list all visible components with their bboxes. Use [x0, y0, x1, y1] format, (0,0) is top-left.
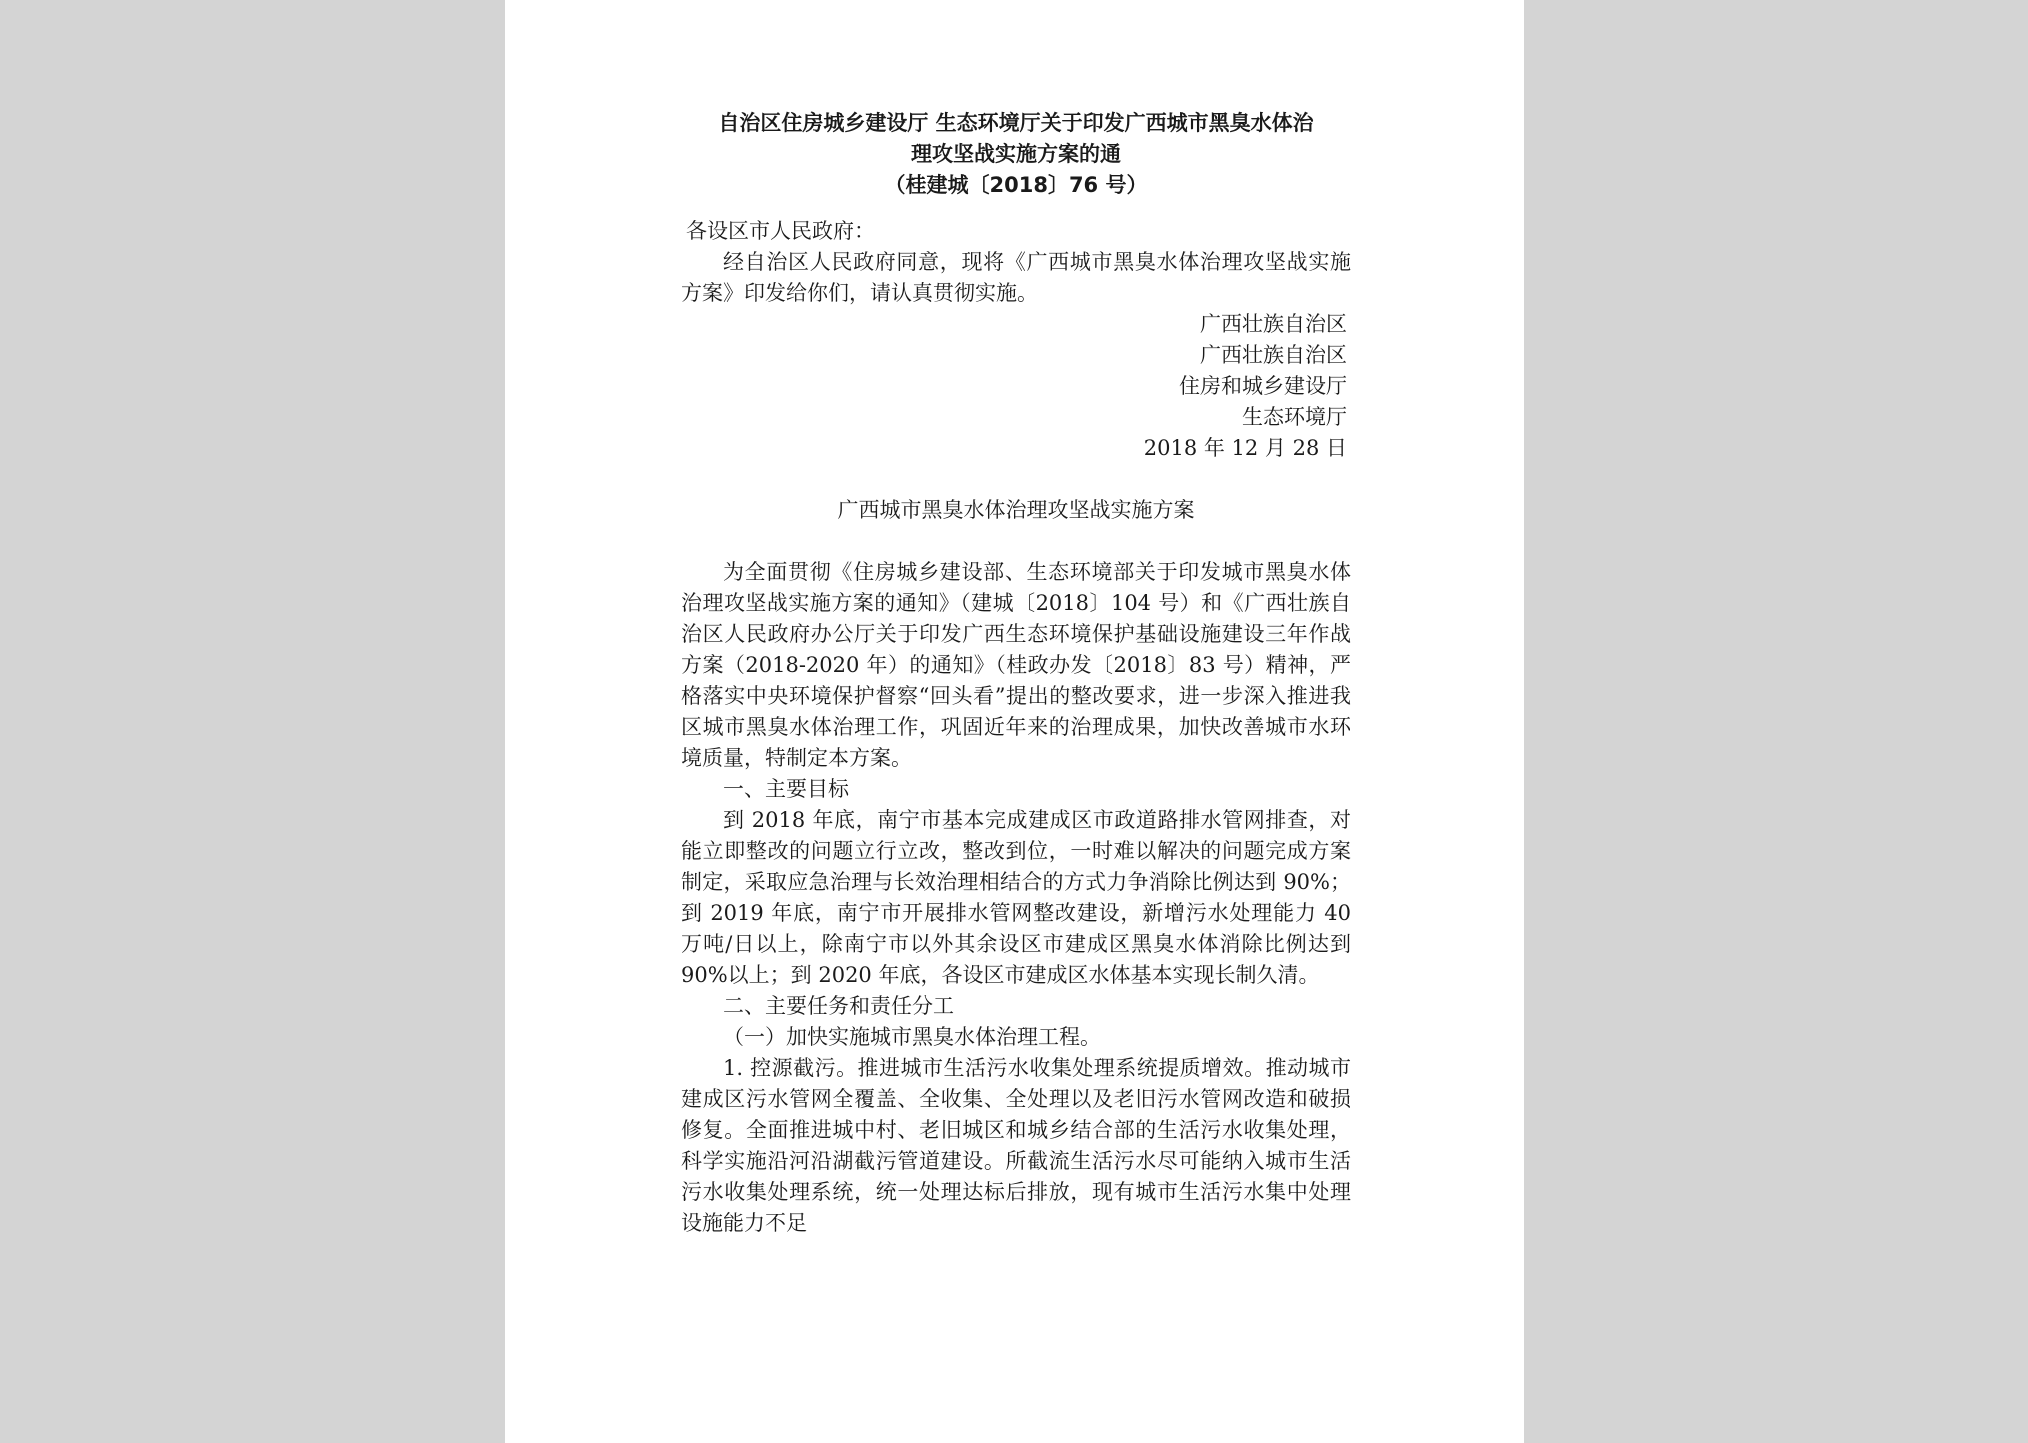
notice-section — [681, 216, 1351, 1239]
subsection-heading: （一）加快实施城市黑臭水体治理工程。 — [723, 1025, 1101, 1049]
title-line-2: 理攻坚战实施方案的通 — [911, 142, 1121, 166]
section-heading: 二、主要任务和责任分工 — [723, 994, 954, 1018]
section-body: 到 2018 年底，南宁市基本完成建成区市政道路排水管网排查，对能立即整改的问题立行立改，整改到位，一时难以解决的问题完成方案制定，采取应急治理与长效治理相结合的方式力争消除比例达到 90%；到 2019 年底，南宁市开展排水管网整改建设，新增污水处理能力 40 万吨/日以上，除南宁市以外其余设区市建成区黑臭水体消除比例达到 90%以上；到 2020 年底，各设区市建成区水体基本实现长制久清。 — [681, 808, 1351, 987]
signature-block — [681, 309, 1351, 464]
document-title — [681, 108, 1351, 201]
document-number: （桂建城〔2018〕76 号） — [884, 173, 1148, 197]
signatory-line: 住房和城乡建设厅 — [1179, 374, 1347, 398]
plan-title: 广西城市黑臭水体治理攻坚战实施方案 — [837, 498, 1195, 522]
title-line-1: 自治区住房城乡建设厅 生态环境厅关于印发广西城市黑臭水体治 — [718, 111, 1314, 135]
signature-date: 2018 年 12 月 28 日 — [1143, 436, 1347, 460]
notice-body: 经自治区人民政府同意，现将《广西城市黑臭水体治理攻坚战实施方案》印发给你们，请认真贯彻实施。 — [681, 250, 1351, 305]
document-content — [681, 108, 1351, 1239]
section-heading: 一、主要目标 — [723, 777, 849, 801]
section-item: 1. 控源截污。推进城市生活污水收集处理系统提质增效。推动城市建成区污水管网全覆盖、全收集、全处理以及老旧污水管网改造和破损修复。全面推进城中村、老旧城区和城乡结合部的生活污水收集处理，科学实施沿河沿湖截污管道建设。所截流生活污水尽可能纳入城市生活污水收集处理系统，统一处理达标后排放，现有城市生活污水集中处理设施能力不足 — [681, 1056, 1351, 1235]
signatory-line: 生态环境厅 — [1242, 405, 1347, 429]
signatory-line: 广西壮族自治区 — [1200, 343, 1347, 367]
document-page — [505, 0, 1524, 1443]
salutation: 各设区市人民政府： — [686, 219, 875, 243]
signatory-line: 广西壮族自治区 — [1200, 312, 1347, 336]
plan-intro: 为全面贯彻《住房城乡建设部、生态环境部关于印发城市黑臭水体治理攻坚战实施方案的通知》（建城〔2018〕104 号）和《广西壮族自治区人民政府办公厅关于印发广西生态环境保护基础设施建设三年作战方案（2018-2020 年）的通知》（桂政办发〔2018〕83 号）精神，严格落实中央环境保护督察“回头看”提出的整改要求，进一步深入推进我区城市黑臭水体治理工作，巩固近年来的治理成果，加快改善城市水环境质量，特制定本方案。 — [681, 560, 1351, 770]
